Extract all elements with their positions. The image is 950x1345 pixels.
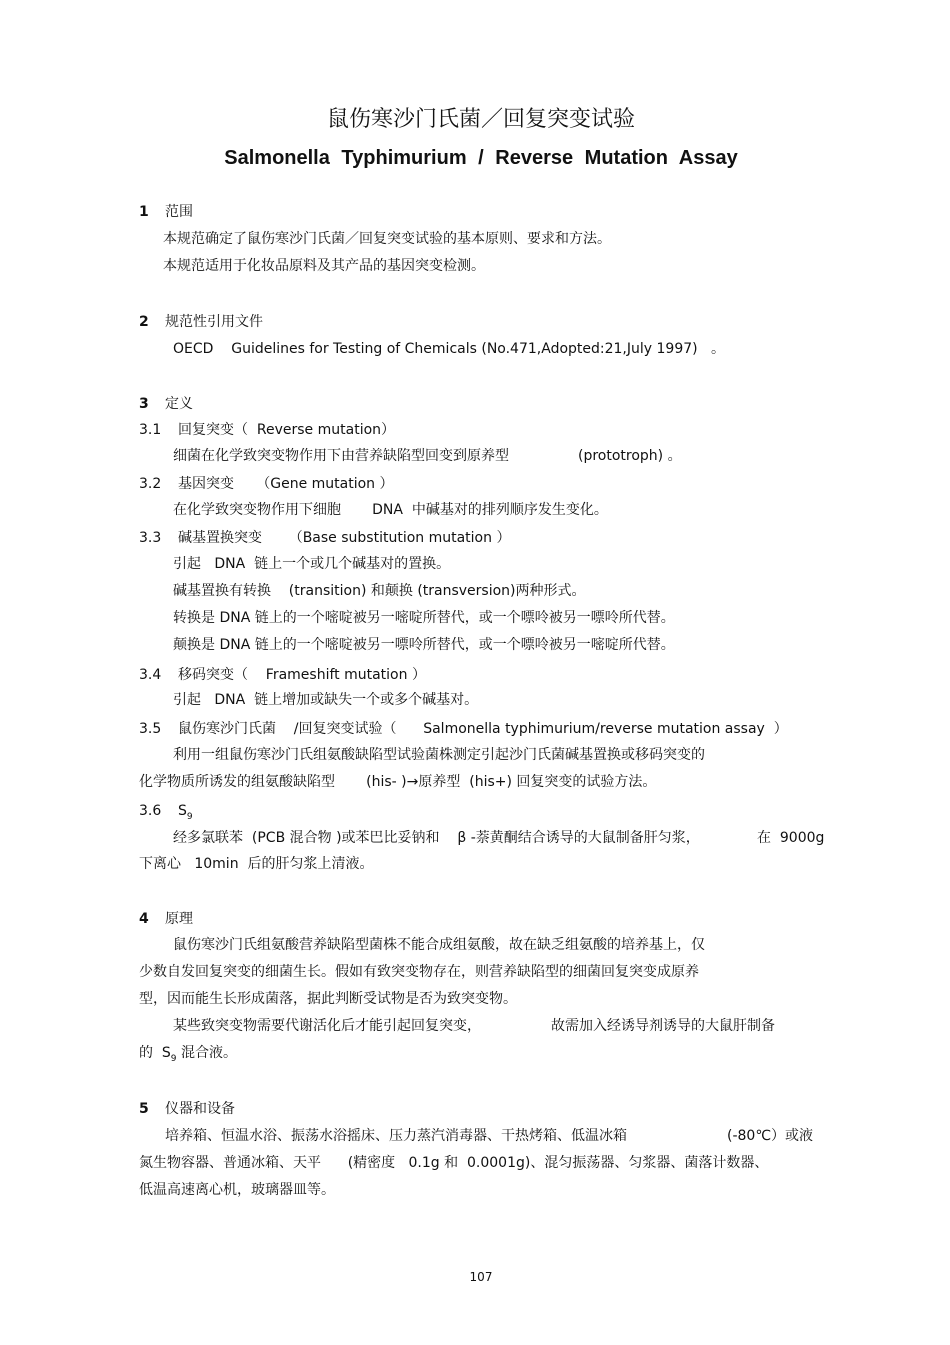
def-3-2-heading: 基因突变 （Gene mutation ） xyxy=(178,476,394,492)
def-3-1-text: 细菌在化学致突变物作用下由营养缺陷型回变到原养型 xyxy=(173,448,509,464)
def-3-3-number: 3.3 xyxy=(139,530,162,546)
def-3-1-heading: 回复突变（ Reverse mutation） xyxy=(178,422,396,438)
def-3-6-heading xyxy=(178,802,193,826)
def-3-3-heading: 碱基置换突变 （Base substitution mutation ） xyxy=(178,530,511,546)
section-5-number: 5 xyxy=(139,1101,149,1117)
def-3-6-line-2: 下离心 10min 后的肝匀浆上清液。 xyxy=(139,856,374,872)
def-3-4-number: 3.4 xyxy=(139,667,162,683)
def-3-2-text: 在化学致突变物作用下细胞 DNA 中碱基对的排列顺序发生变化。 xyxy=(173,502,608,518)
page-number: 107 xyxy=(469,1270,493,1284)
section-5-line-1-tail: (-80℃）或液 xyxy=(727,1128,814,1144)
section-4-s9-post: 混合液。 xyxy=(176,1045,237,1061)
section-2-reference: OECD Guidelines for Testing of Chemicals (No.471,Adopted:21,July 1997) 。 xyxy=(173,341,725,357)
section-1-line-1: 本规范确定了鼠伤寒沙门氏菌／回复突变试验的基本原则、要求和方法。 xyxy=(163,231,611,247)
def-3-6-heading-s: S xyxy=(178,803,187,819)
def-3-3-line-1: 引起 DNA 链上一个或几个碱基对的置换。 xyxy=(173,556,451,572)
def-3-3-line-4: 颠换是 DNA 链上的一个嘧啶被另一嘌呤所替代，或一个嘌呤被另一嘧啶所代替。 xyxy=(173,637,675,653)
section-5-line-3: 低温高速离心机，玻璃器皿等。 xyxy=(139,1182,335,1198)
section-1-number: 1 xyxy=(139,204,149,220)
section-4-para-2-line-1-tail: 故需加入经诱导剂诱导的大鼠肝制备 xyxy=(551,1018,775,1034)
section-4-para-2-line-2 xyxy=(139,1044,237,1068)
def-3-1-number: 3.1 xyxy=(139,422,162,438)
def-3-3-line-3: 转换是 DNA 链上的一个嘧啶被另一嘧啶所替代，或一个嘌呤被另一嘌呤所代替。 xyxy=(173,610,675,626)
def-3-4-text: 引起 DNA 链上增加或缺失一个或多个碱基对。 xyxy=(173,692,479,708)
def-3-6-line-1-tail: 在 9000g xyxy=(757,830,825,846)
def-3-6-heading-sub: 9 xyxy=(186,811,193,822)
section-2-heading: 规范性引用文件 xyxy=(165,314,263,330)
def-3-5-line-1: 利用一组鼠伤寒沙门氏组氨酸缺陷型试验菌株测定引起沙门氏菌碱基置换或移码突变的 xyxy=(173,747,705,763)
def-3-3-line-2: 碱基置换有转换 (transition) 和颠换 (transversion)两种形式。 xyxy=(173,583,586,599)
title-chinese: 鼠伤寒沙门氏菌／回复突变试验 xyxy=(326,107,635,132)
section-4-para-1-line-2: 少数自发回复突变的细菌生长。假如有致突变物存在，则营养缺陷型的细菌回复突变成原养 xyxy=(139,964,699,980)
section-1-line-2: 本规范适用于化妆品原料及其产品的基因突变检测。 xyxy=(163,258,485,274)
section-3-heading: 定义 xyxy=(165,396,193,412)
def-3-2-number: 3.2 xyxy=(139,476,162,492)
section-4-para-2-line-1: 某些致突变物需要代谢活化后才能引起回复突变， xyxy=(173,1018,481,1034)
def-3-6-line-1: 经多氯联苯 (PCB 混合物 )或苯巴比妥钠和 β -萘黄酮结合诱导的大鼠制备肝匀浆， xyxy=(173,830,700,846)
title-english: Salmonella Typhimurium / Reverse Mutation Assay xyxy=(224,147,738,169)
section-4-s9-pre: 的 S xyxy=(139,1045,171,1061)
def-3-1-text-tail: (prototroph) 。 xyxy=(578,448,682,464)
section-5-heading: 仪器和设备 xyxy=(165,1101,235,1117)
section-4-heading: 原理 xyxy=(165,911,193,927)
section-4-para-1-line-1: 鼠伤寒沙门氏组氨酸营养缺陷型菌株不能合成组氨酸，故在缺乏组氨酸的培养基上，仅 xyxy=(173,937,705,953)
def-3-4-heading: 移码突变（ Frameshift mutation ） xyxy=(178,667,426,683)
section-5-line-2: 氮生物容器、普通冰箱、天平 (精密度 0.1g 和 0.0001g)、混匀振荡器、匀浆器、菌落计数器、 xyxy=(139,1155,769,1171)
def-3-6-number: 3.6 xyxy=(139,803,162,819)
def-3-5-number: 3.5 xyxy=(139,721,162,737)
section-1-heading: 范围 xyxy=(165,204,193,220)
section-4-number: 4 xyxy=(139,911,149,927)
section-3-number: 3 xyxy=(139,396,149,412)
section-5-line-1: 培养箱、恒温水浴、振荡水浴摇床、压力蒸汽消毒器、干热烤箱、低温冰箱 xyxy=(165,1128,627,1144)
section-4-s9-sub: 9 xyxy=(170,1053,177,1064)
section-4-para-1-line-3: 型，因而能生长形成菌落，据此判断受试物是否为致突变物。 xyxy=(139,991,517,1007)
def-3-5-heading: 鼠伤寒沙门氏菌 /回复突变试验（ Salmonella typhimurium/reverse mutation assay ） xyxy=(178,721,788,737)
section-2-number: 2 xyxy=(139,314,149,330)
def-3-5-line-2: 化学物质所诱发的组氨酸缺陷型 (his- )→原养型 (his+) 回复突变的试验方法。 xyxy=(139,774,657,790)
